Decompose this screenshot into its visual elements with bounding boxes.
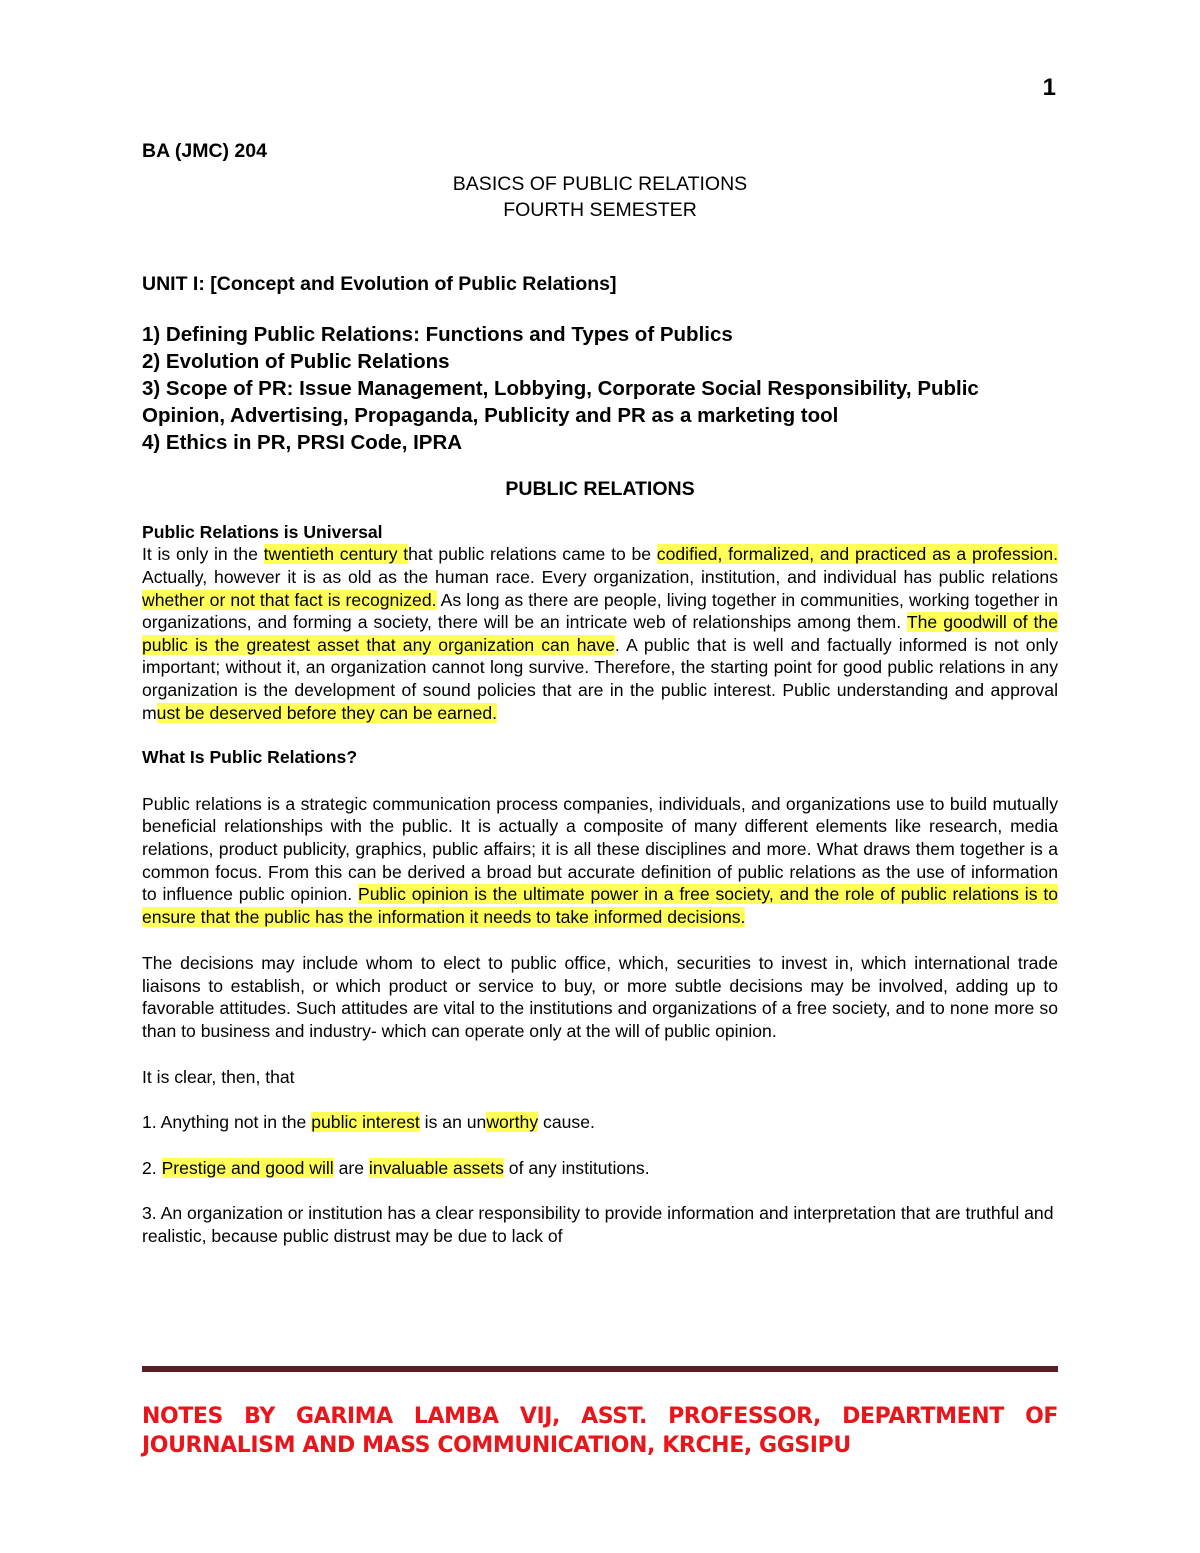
footer-credit: NOTES BY GARIMA LAMBA VIJ, ASST. PROFESSOR, DEPARTMENT OF JOURNALISM AND MASS COMMUNICATION, KRCHE, GGSIPU: [142, 1404, 1058, 1458]
universal-heading: Public Relations is Universal: [142, 521, 383, 542]
highlight: twentieth century t: [263, 544, 409, 565]
topic-item: 4) Ethics in PR, PRSI Code, IPRA: [142, 431, 463, 455]
clear-intro: It is clear, then, that: [142, 1066, 295, 1087]
highlight: Public opinion is the ultimate power in a free society, and the role of public relations is to ensure that the public has the information it needs to take informed decisions.: [142, 884, 1058, 927]
highlight: ust be deserved before they can be earned.: [156, 702, 498, 723]
universal-paragraph: It is only in the twentieth century that public relations came to be codified, formalized, and practiced as a profession. Actually, however it is as old as the human race. Every organization, institution, and individual has public relations whether or not that fact is recognized. As long as there are people, living together in communities, working together in organizations, and forming a society, there will be an intricate web of relationships among them. The goodwill of the public is the greatest asset that any organization can have. A public that is well and factually informed is not only important; without it, an organization cannot long survive. Therefore, the starting point for good public relations in any organization is the development of sound policies that are in the public interest. Public understanding and approval must be deserved before they can be earned.: [142, 544, 1059, 723]
highlight: The goodwill of the public is the greatest asset that any organization can have: [142, 612, 1058, 655]
point-3: 3. An organization or institution has a clear responsibility to provide information and interpretation that are truthful and realistic, because public distrust may be due to lack of: [142, 1203, 1054, 1247]
section-title: PUBLIC RELATIONS: [505, 478, 695, 501]
highlight: worthy: [486, 1112, 539, 1133]
topic-item: 1) Defining Public Relations: Functions and Types of Publics: [142, 323, 733, 347]
highlight: public interest: [311, 1112, 420, 1133]
topic-list: [142, 321, 1058, 456]
what-is-heading: What Is Public Relations?: [142, 747, 358, 768]
point-2: 2. Prestige and good will are invaluable assets of any institutions.: [142, 1157, 650, 1178]
highlight: whether or not that fact is recognized.: [142, 589, 437, 610]
course-title: BASICS OF PUBLIC RELATIONS: [452, 172, 748, 195]
what-is-paragraph: Public relations is a strategic communication process companies, individuals, and organizations use to build mutually beneficial relationships with the public. It is actually a composite of many different elements like research, media relations, product publicity, graphics, public affairs; it is all these disciplines and more. What draws them together is a common focus. From this can be derived a broad but accurate definition of public relations as the use of information to influence public opinion. Public opinion is the ultimate power in a free society, and the role of public relations is to ensure that the public has the information it needs to take informed decisions.: [142, 793, 1058, 927]
highlight: invaluable assets: [368, 1157, 504, 1178]
highlight: codified, formalized, and practiced as a profession.: [656, 544, 1059, 565]
highlight: Prestige and good will: [161, 1157, 334, 1178]
semester-label: FOURTH SEMESTER: [503, 198, 697, 221]
footer-divider: [142, 1366, 1058, 1372]
point-1: 1. Anything not in the public interest is an unworthy cause.: [142, 1112, 595, 1133]
unit-title: UNIT I: [Concept and Evolution of Public Relations]: [142, 272, 617, 295]
page-number: 1: [1042, 74, 1056, 101]
course-code: BA (JMC) 204: [142, 140, 267, 162]
decisions-paragraph: The decisions may include whom to elect to public office, which, securities to invest in, which international trade liaisons to establish, or which product or service to buy, or more subtle decisions may be involved, adding up to favorable attitudes. Such attitudes are vital to the institutions and organizations of a free society, and to none more so than to business and industry- which can operate only at the will of public opinion.: [142, 953, 1058, 1042]
document-body: [142, 140, 1058, 1248]
topic-item: 2) Evolution of Public Relations: [142, 350, 450, 374]
topic-item: 3) Scope of PR: Issue Management, Lobbying, Corporate Social Responsibility, Public Opinion, Advertising, Propaganda, Publicity and PR as a marketing tool: [142, 377, 979, 428]
